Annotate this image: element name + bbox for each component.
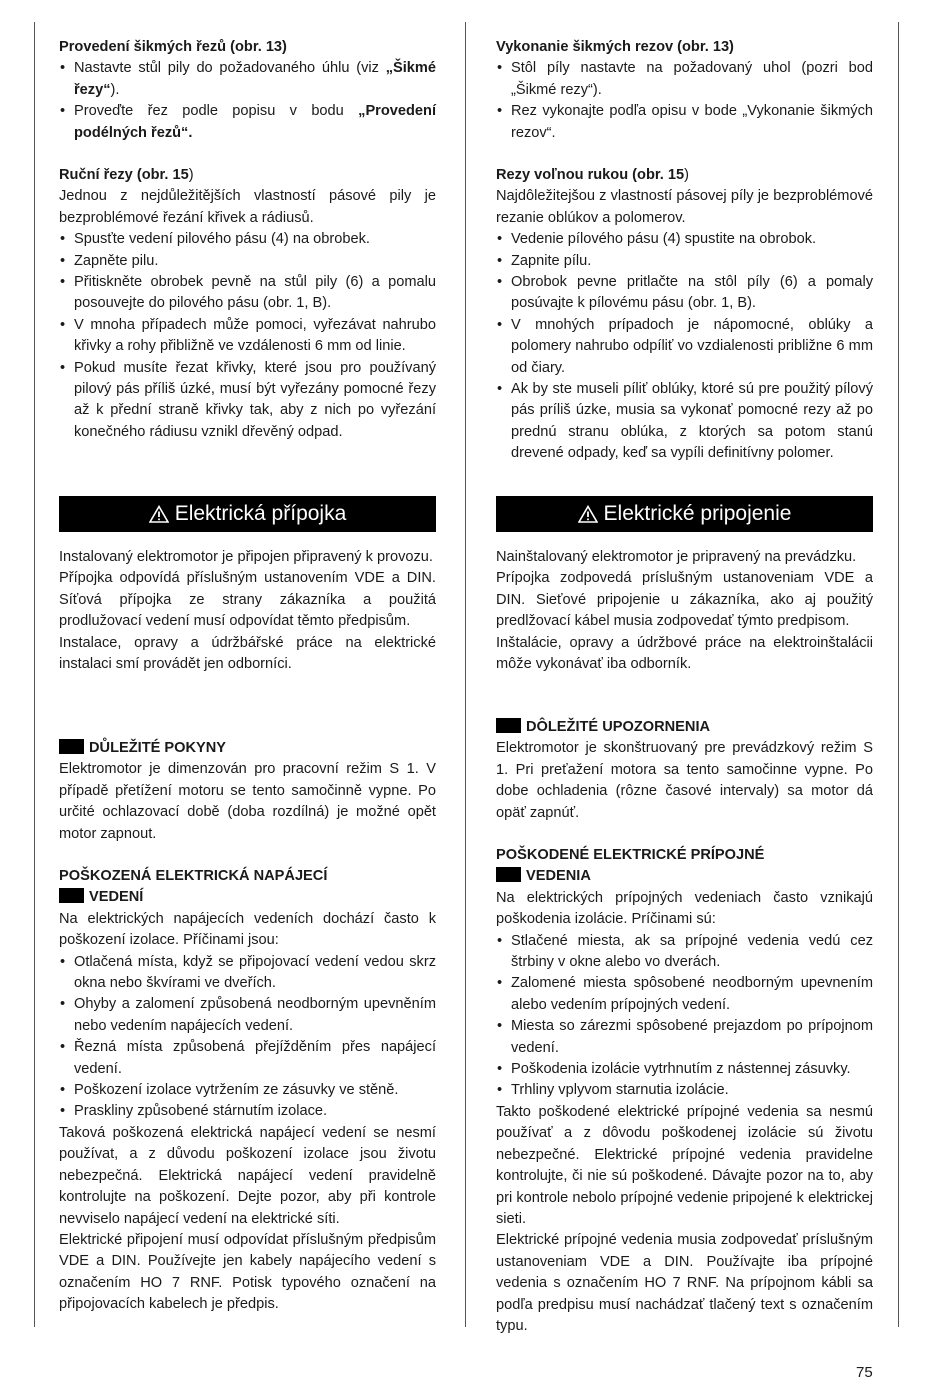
list-item: • Poškodenia izolácie vytrhnutím z nástennej zásuvky.: [496, 1059, 873, 1080]
warning-icon: [149, 505, 169, 523]
list-item: • Trhliny vplyvom starnutia izolácie.: [496, 1080, 873, 1101]
section-intro: Jednou z nejdůležitějších vlastností pásové pily je bezproblémové řezání křivek a rádiusů.: [59, 188, 436, 226]
paragraph: Elektrické připojení musí odpovídat příslušným předpisům VDE a DIN. Používejte jen kabely napájecího vedení s označením HO 7 RNF. Potisk typového označení na připojovacích kabelech je předpis.: [59, 1231, 436, 1313]
section-damaged-cables-cz: [59, 866, 436, 1316]
list-item: • Zapněte pilu.: [59, 251, 436, 272]
bullet-list: [59, 58, 436, 144]
list-item: • Ohyby a zalomení způsobená neodborným upevněním nebo vedením napájecích vedení.: [59, 994, 436, 1037]
black-square-marker: [59, 739, 84, 754]
list-item: • Praskliny způsobené stárnutím izolace.: [59, 1101, 436, 1122]
paragraph: Takto poškodené elektrické prípojné vedenia sa nesmú používať a z dôvodu poškodenej izolácie sú životu nebezpečné. Elektrické prípojné vedenia pravidelne kontrolujte, či nie sú poškodené. Dávajte pozor na to, aby pri kontrole nebolo prípojné vedenie pripojené k elektrickej sieti.: [496, 1103, 873, 1227]
paragraph: Přípojka odpovídá příslušným ustanovením VDE a DIN. Síťová přípojka ze strany zákazníka a použitá prodlužovací vedení musí odpovídat těmto předpisům.: [59, 570, 436, 630]
paragraph: Instalovaný elektromotor je připojen připravený k provozu.: [59, 549, 433, 565]
black-square-marker: [496, 867, 521, 882]
section-freehand-cuts-cz: [59, 165, 436, 443]
list-item: • Miesta so zárezmi spôsobené prejazdom po prípojnom vedení.: [496, 1016, 873, 1059]
section-important-notes-sk: [496, 717, 873, 824]
section-intro: Na elektrických prípojných vedeniach často vznikajú poškodenia izolácie. Príčinami sú:: [496, 889, 873, 928]
center-column-rule: [465, 22, 466, 1327]
paragraph: Instalace, opravy a údržbářské práce na elektrické instalaci smí provádět jen odborníci.: [59, 634, 436, 673]
bullet-list: [496, 58, 873, 144]
list-item: • Řezná místa způsobená přejížděním přes napájecí vedení.: [59, 1037, 436, 1080]
section-bevel-cuts-cz: [59, 37, 436, 144]
bullet-list: [59, 952, 436, 1123]
black-square-marker: [496, 718, 521, 733]
list-item: • Přitiskněte obrobek pevně na stůl pily (6) a pomalu posouvejte do pilového pásu (obr. 1, B).: [59, 272, 436, 315]
paragraph: Inštalácie, opravy a údržbové práce na elektroinštalácii môže vykonávať iba odborník.: [496, 634, 873, 673]
section-connection-text-sk: [496, 547, 873, 675]
paragraph: Taková poškozená elektrická napájecí vedení se nesmí používat, a z důvodu poškození izolace jsou životu nebezpečná. Elektrická napájecí vedení pravidelně kontrolujte na poškození. Dejte pozor, aby při kontrole nevviselo napájecí vedení na elektrické síti.: [59, 1124, 436, 1227]
paragraph: Elektromotor je skonštruovaný pre prevádzkový režim S 1. Pri preťažení motora sa tento samočinne vypne. Po dobe ochladenia (rôzne časové intervaly) sa motor dá opäť zapnúť.: [496, 740, 873, 821]
paragraph: Elektrické prípojné vedenia musia zodpovedať príslušným ustanoveniam VDE a DIN. Používajte iba prípojné vedenia s označením HO 7 RNF. Na prípojnom kábli sa podľa predpisu musí nachádzať tlačený text s označením typu.: [496, 1232, 873, 1334]
bullet-list: [59, 229, 436, 443]
section-important-notes-cz: [59, 738, 436, 845]
section-title: POŠKOZENÁ ELEKTRICKÁ NAPÁJECÍ VEDENÍ: [59, 868, 328, 906]
paragraph: Elektromotor je dimenzován pro pracovní režim S 1. V případě přetížení motoru se tento samočinně vypne. Po určité ochlazovací době (doba rozdílná) je možné opět motor zapnout.: [59, 761, 436, 842]
list-item: • Zalomené miesta spôsobené neodborným upevnením alebo vedením prípojných vedení.: [496, 973, 873, 1016]
electrical-connection-banner: [496, 496, 873, 532]
list-item: • Rez vykonajte podľa opisu v bode „Vykonanie šikmých rezov“.: [496, 101, 873, 144]
section-damaged-cables-sk: [496, 845, 873, 1337]
list-item: • Obrobok pevne pritlačte na stôl píly (6) a pomaly posúvajte k pílovému pásu (obr. 1, B).: [496, 272, 873, 315]
section-connection-text-cz: [59, 547, 436, 675]
list-item: • V mnohých prípadoch je nápomocné, oblúky a polomery nahrubo odpíliť vo vzdialenosti približne 6 mm od čiary.: [496, 315, 873, 379]
page-number: 75: [856, 1364, 873, 1381]
section-intro: Najdôležitejšou z vlastností pásovej píly je bezproblémové rezanie oblúkov a polomerov.: [496, 188, 873, 226]
warning-icon: [578, 505, 598, 523]
section-title: DÔLEŽITÉ UPOZORNENIA: [496, 717, 873, 738]
list-item: • Proveďte řez podle popisu v bodu „Provedení podélných řezů“.: [59, 101, 436, 144]
section-title: DŮLEŽITÉ POKYNY: [59, 738, 436, 759]
paragraph: Nainštalovaný elektromotor je pripravený na prevádzku.: [496, 549, 857, 565]
list-item: • V mnoha případech může pomoci, vyřezávat nahrubo křivky a rohy přibližně ve vzdálenosti 6 mm od linie.: [59, 315, 436, 358]
list-item: • Nastavte stůl pily do požadovaného úhlu (viz „Šikmé řezy“).: [59, 58, 436, 101]
left-margin-rule: [34, 22, 35, 1327]
electrical-connection-banner: [59, 496, 436, 532]
list-item: • Pokud musíte řezat křivky, které jsou pro používaný pilový pás příliš úzké, musí být vyřezány pomocné řezy až k přední straně křivky tak, aby z nich po vyřezání konečného rádiusu vznikl dřevěný odpad.: [59, 358, 436, 444]
right-margin-rule: [898, 22, 899, 1327]
list-item: • Stôl píly nastavte na požadovaný uhol (pozri bod „Šikmé rezy“).: [496, 58, 873, 101]
section-freehand-cuts-sk: [496, 165, 873, 465]
list-item: • Vedenie pílového pásu (4) spustite na obrobok.: [496, 229, 873, 250]
section-title: Ruční řezy (obr. 15): [59, 167, 194, 183]
paragraph: Prípojka zodpovedá príslušným ustanoveniam VDE a DIN. Sieťové pripojenie u zákazníka, ako aj použitý predlžovací kábel musia zodpovedať týmto predpisom.: [496, 570, 873, 630]
banner-title: Elektrické pripojenie: [603, 502, 792, 525]
black-square-marker: [59, 888, 84, 903]
section-title: Rezy voľnou rukou (obr. 15): [496, 167, 689, 183]
list-item: • Stlačené miesta, ak sa prípojné vedenia vedú cez štrbiny v okne alebo vo dverách.: [496, 931, 873, 974]
bullet-list: [496, 931, 873, 1102]
section-title: Vykonanie šikmých rezov (obr. 13): [496, 39, 734, 55]
list-item: • Zapnite pílu.: [496, 251, 873, 272]
list-item: • Otlačená místa, když se připojovací vedení vedou skrz okna nebo škvírami ve dveřích.: [59, 952, 436, 995]
bullet-list: [496, 229, 873, 464]
list-item: • Ak by ste museli píliť oblúky, ktoré sú pre použitý pílový pás príliš úzke, musia sa vykonať pomocné rezy až po prednú stranu oblúka, z ktorých sa potom stanú drevené odpady, keď sa vypíli definitívny polomer.: [496, 379, 873, 465]
section-title: Provedení šikmých řezů (obr. 13): [59, 39, 287, 55]
list-item: • Poškození izolace vytržením ze zásuvky ve stěně.: [59, 1080, 436, 1101]
section-bevel-cuts-sk: [496, 37, 873, 144]
list-item: • Spusťte vedení pilového pásu (4) na obrobek.: [59, 229, 436, 250]
section-intro: Na elektrických napájecích vedeních dochází často k poškození izolace. Příčinami jsou:: [59, 910, 436, 949]
banner-title: Elektrická přípojka: [174, 502, 347, 525]
section-title: POŠKODENÉ ELEKTRICKÉ PRÍPOJNÉ VEDENIA: [496, 847, 765, 885]
